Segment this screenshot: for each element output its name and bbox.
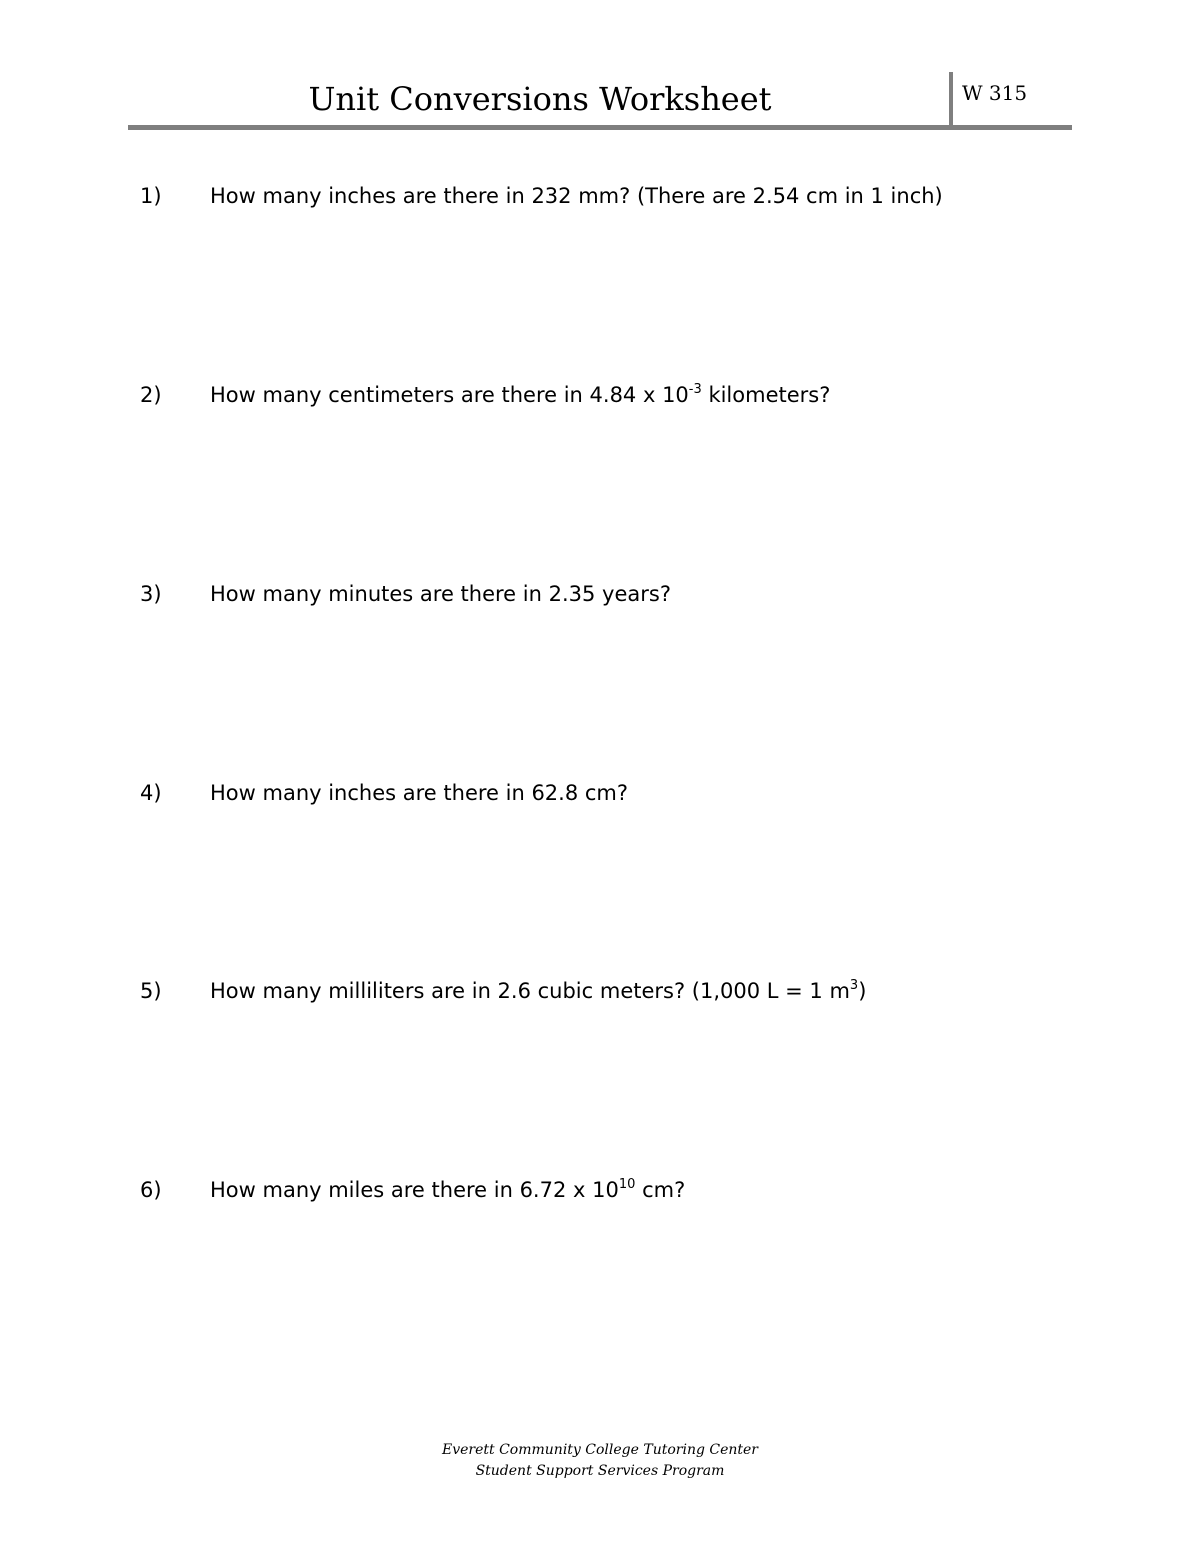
question-number: 5) <box>140 979 162 1003</box>
footer-institution: Everett Community College Tutoring Center <box>442 1442 758 1458</box>
exponent: -3 <box>688 382 702 397</box>
question-text <box>210 1172 685 1208</box>
question-number: 4) <box>140 781 162 805</box>
question-text-part: kilometers? <box>701 383 831 407</box>
question-2 <box>140 377 1040 413</box>
question-text-part: How many miles are there in 6.72 x 10 <box>210 1178 619 1202</box>
question-text-part: How many milliliters are in 2.6 cubic meters? (1,000 L = 1 m <box>210 979 850 1003</box>
question-number: 6) <box>140 1178 162 1202</box>
footer-program: Student Support Services Program <box>475 1463 725 1479</box>
question-1 <box>140 178 1040 214</box>
question-4 <box>140 775 1040 811</box>
question-text <box>210 973 866 1009</box>
question-number: 3) <box>140 582 162 606</box>
page-title: Unit Conversions Worksheet <box>308 80 772 118</box>
question-text-part: How many minutes are there in 2.35 years? <box>210 582 671 606</box>
question-text-part: ) <box>858 979 867 1003</box>
question-text <box>210 377 830 413</box>
question-text <box>210 576 671 612</box>
header-divider <box>949 72 953 128</box>
question-number: 1) <box>140 184 162 208</box>
question-6 <box>140 1172 1040 1208</box>
question-text-part: cm? <box>635 1178 686 1202</box>
exponent: 3 <box>849 978 859 993</box>
page-footer <box>0 1440 1200 1482</box>
question-text-part: How many inches are there in 232 mm? (There are 2.54 cm in 1 inch) <box>210 184 943 208</box>
exponent: 10 <box>618 1177 636 1192</box>
question-3 <box>140 576 1040 612</box>
question-text-part: How many centimeters are there in 4.84 x 10 <box>210 383 689 407</box>
question-text <box>210 775 628 811</box>
question-text <box>210 178 943 214</box>
question-text-part: How many inches are there in 62.8 cm? <box>210 781 629 805</box>
header-rule <box>128 125 1072 130</box>
question-number: 2) <box>140 383 162 407</box>
document-code: W 315 <box>962 81 1028 105</box>
question-5 <box>140 973 1040 1009</box>
